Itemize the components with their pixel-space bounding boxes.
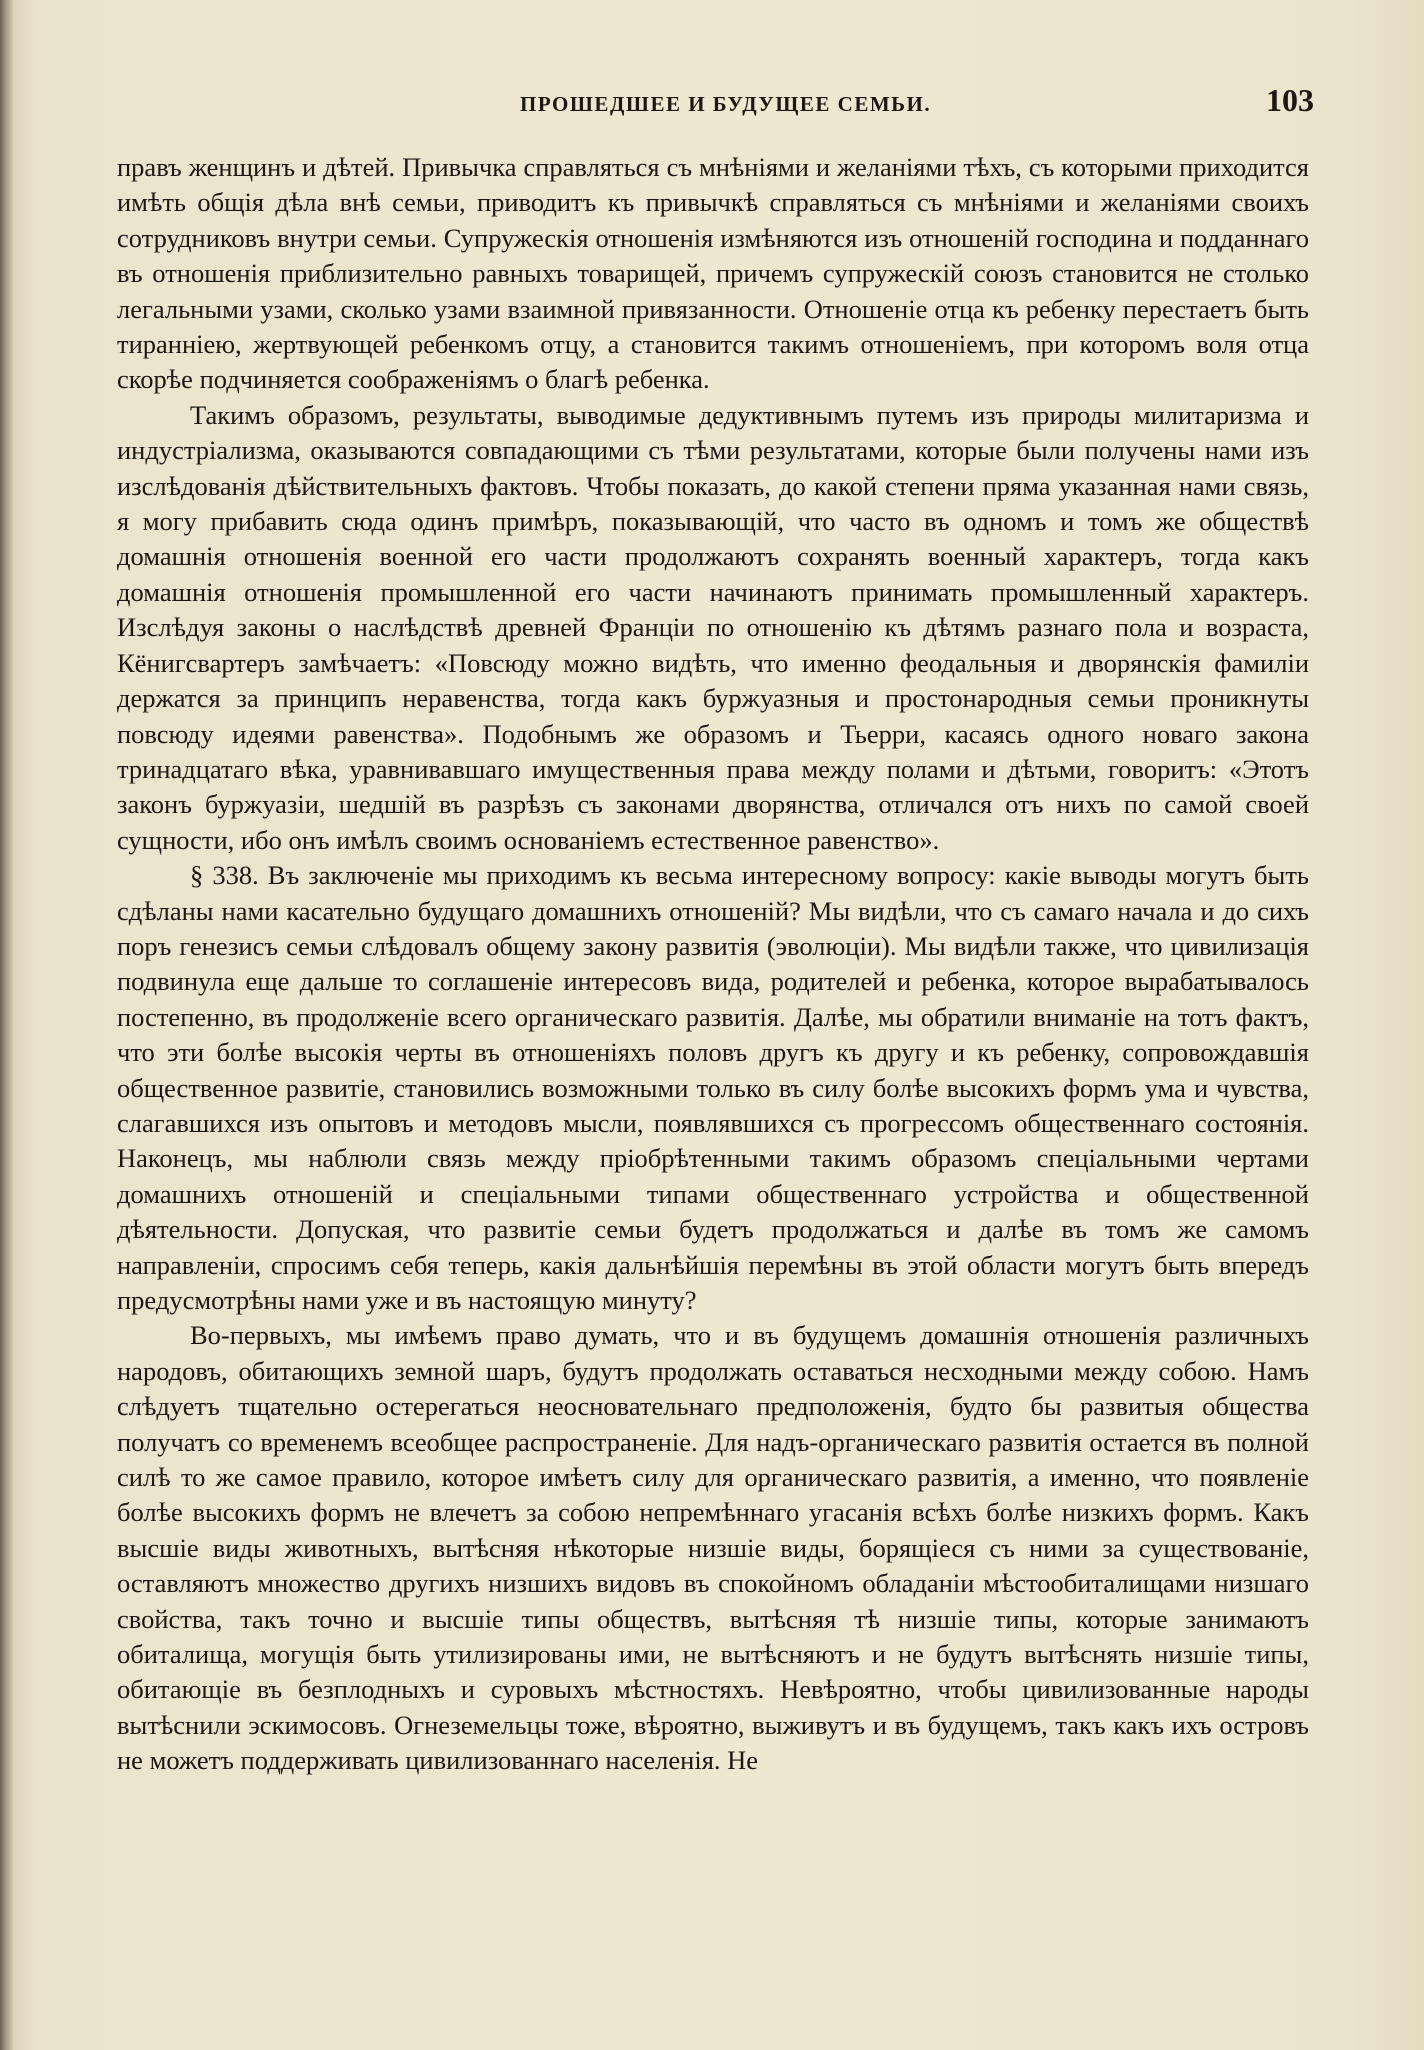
page-header [150,82,1314,126]
paragraph: правъ женщинъ и дѣтей. Привычка справляться съ мнѣніями и желаніями тѣхъ, съ которыми приходится имѣть общія дѣла внѣ семьи, приводитъ къ привычкѣ справляться съ мнѣніями и желаніями своихъ сотрудниковъ внутри семьи. Супружескія отношенія измѣняются изъ отношеній господина и подданнаго въ отношенія приблизительно равныхъ товарищей, причемъ супружескій союзъ становится не столько легальными узами, сколько узами взаимной привязанности. Отношеніе отца къ ребенку перестаетъ быть тираннiею, жертвующей ребенкомъ отцу, а становится такимъ отношеніемъ, при которомъ воля отца скорѣе подчиняется соображеніямъ о благѣ ребенка. [117,152,1309,395]
paragraph: Во-первыхъ, мы имѣемъ право думать, что и въ будущемъ домашнія отношенія различныхъ народовъ, обитающихъ земной шаръ, будутъ продолжать оставаться несходными между собою. Намъ слѣдуетъ тщательно остерегаться неосновательнаго предположенія, будто бы развитыя общества получатъ со временемъ всеобщее распространеніе. Для надъ-органическаго развитія остается въ полной силѣ то же самое правило, которое имѣетъ силу для органическаго развитія, а именно, что появленіе болѣе высокихъ формъ не влечетъ за собою непремѣннаго угасанія всѣхъ болѣе низкихъ формъ. Какъ высшіе виды животныхъ, вытѣсняя нѣкоторые низшіе виды, борящіеся съ ними за существованіе, оставляютъ множество другихъ низшихъ видовъ въ спокойномъ обладаніи мѣстообиталищами низшаго свойства, такъ точно и высшіе типы обществъ, вытѣсняя тѣ низшіе типы, которые занимаютъ обиталища, могущія быть утилизированы ими, не вытѣсняютъ и не будутъ вытѣснять низшіе типы, обитающіе въ безплодныхъ и суровыхъ мѣстностяхъ. Невѣроятно, чтобы цивилизованные народы вытѣснили эскимосовъ. Огнеземельцы тоже, вѣроятно, выживутъ и въ будущемъ, такъ какъ ихъ островъ не можетъ поддерживать цивилизованнаго населенія. Не [117,1320,1309,1776]
paragraph: § 338. Въ заключеніе мы приходимъ къ весьма интересному вопросу: какіе выводы могутъ быть сдѣланы нами касательно будущаго домашнихъ отношеній? Мы видѣли, что съ самаго начала и до сихъ поръ генезисъ семьи слѣдовалъ общему закону развитія (эволюціи). Мы видѣли также, что цивилизація подвинула еще дальше то соглашеніе интересовъ вида, родителей и ребенка, которое вырабатывалось постепенно, въ продолженіе всего органическаго развитія. Далѣе, мы обратили вниманіе на тотъ фактъ, что эти болѣе высокія черты въ отношеніяхъ половъ другъ къ другу и къ ребенку, сопровождавшія общественное развитіе, становились возможными только въ силу болѣе высокихъ формъ ума и чувства, слагавшихся изъ опытовъ и методовъ мысли, появлявшихся съ прогрессомъ общественнаго состоянія. Наконецъ, мы наблюли связь между пріобрѣтенными такимъ образомъ спеціальными чертами домашнихъ отношеній и спеціальными типами общественнаго устройства и общественной дѣятельности. Допуская, что развитіе семьи будетъ продолжаться и далѣе въ томъ же самомъ направленіи, спросимъ себя теперь, какія дальнѣйшія перемѣны въ этой области могутъ быть впередъ предусмотрѣны нами уже и въ настоящую минуту? [117,860,1309,1315]
page-number: 103 [1266,82,1314,118]
body-text [117,150,1309,1779]
running-title: ПРОШЕДШЕЕ И БУДУЩЕЕ СЕМЬИ. [520,92,932,116]
paragraph: Такимъ образомъ, результаты, выводимые дедуктивнымъ путемъ изъ природы милитаризма и индустріализма, оказываются совпадающими съ тѣми результатами, которые были получены нами изъ изслѣдованія дѣйствительныхъ фактовъ. Чтобы показать, до какой степени пряма указанная нами связь, я могу прибавить сюда одинъ примѣръ, показывающій, что часто въ одномъ и томъ же обществѣ домашнія отношенія военной его части продолжаютъ сохранять военный характеръ, тогда какъ домашнія отношенія промышленной его части начинаютъ принимать промышленный характеръ. Изслѣдуя законы о наслѣдствѣ древней Франціи по отношенію къ дѣтямъ разнаго пола и возраста, Кёнигсвартеръ замѣчаетъ: «Повсюду можно видѣть, что именно феодальныя и дворянскія фамиліи держатся за принципъ неравенства, тогда какъ буржуазныя и простонародныя семьи проникнуты повсюду идеями равенства». Подобнымъ же образомъ и Тьерри, касаясь одного новаго закона тринадцатаго вѣка, уравнивавшаго имущественныя права между полами и дѣтьми, говоритъ: «Этотъ законъ буржуазіи, шедшій въ разрѣзъ съ законами дворянства, отличался отъ нихъ по самой своей сущности, ибо онъ имѣлъ своимъ основаніемъ естественное равенство». [117,399,1309,855]
